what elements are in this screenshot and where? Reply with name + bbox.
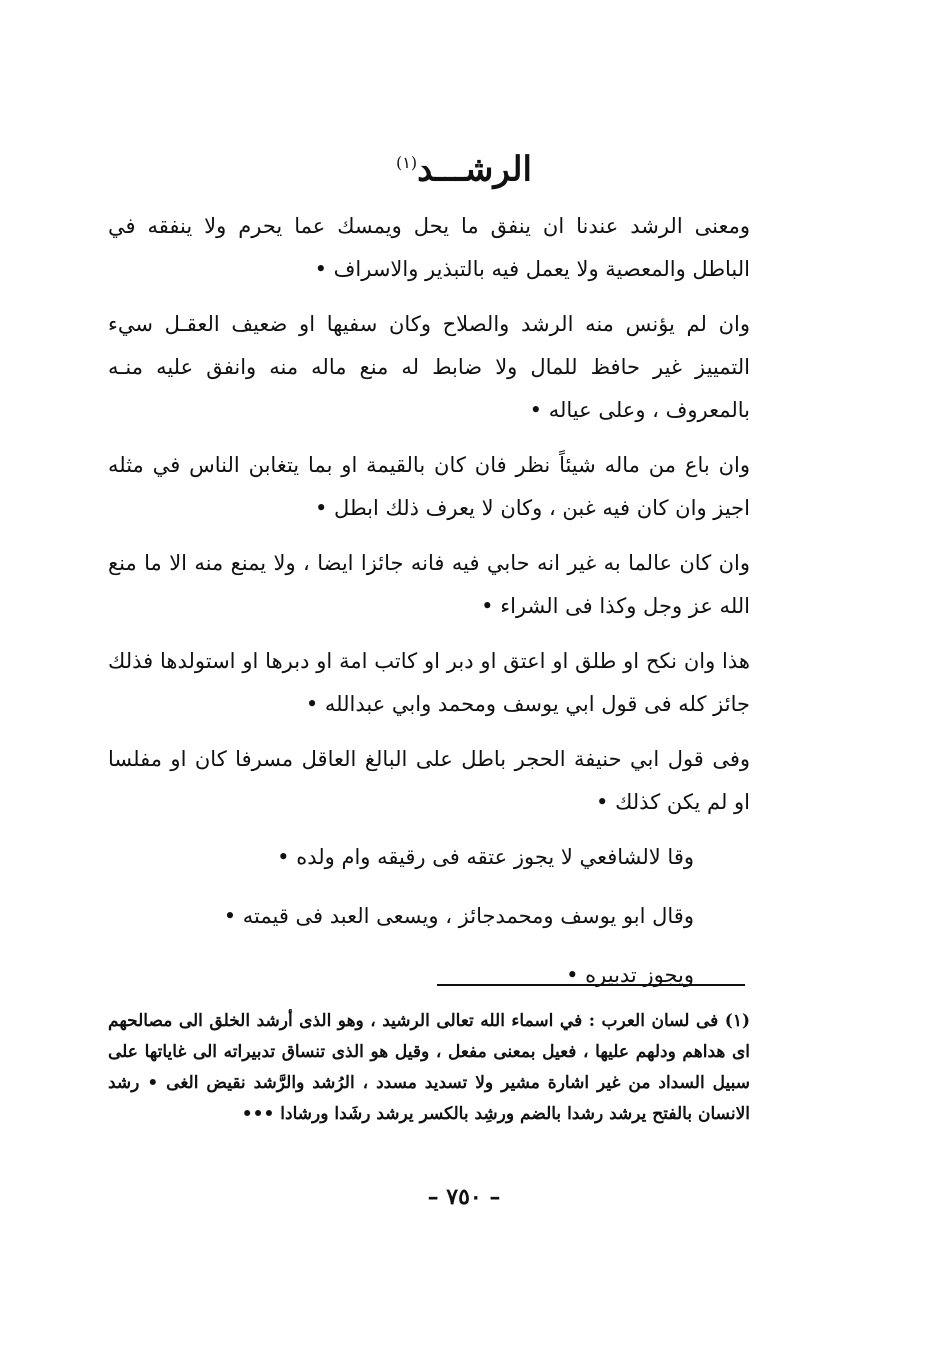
- footnote-marker: (١): [396, 153, 418, 172]
- short-line: وقال ابو يوسف ومحمدجائز ، ويسعى العبد فى قيمته •: [223, 904, 694, 928]
- body-text: [108, 205, 750, 1013]
- page-title: [0, 140, 928, 192]
- footnote-divider: [437, 984, 745, 986]
- short-line: ويجوز تدبيره •: [566, 963, 694, 987]
- title-text: الرشـــد: [417, 149, 532, 190]
- paragraph: ومعنى الرشد عندنا ان ينفق ما يحل ويمسك عما يحرم ولا ينفقه في الباطل والمعصية ولا يعمل فيه بالتبذير والاسراف •: [108, 214, 750, 281]
- footnote: (١) فى لسان العرب : في اسماء الله تعالى الرشيد ، وهو الذى أرشد الخلق الى مصالحهم اى هداهم ودلهم عليها ، فعيل بمعنى مفعل ، وقيل هو الذى تنساق تدبيراته الى غاياتها على سبيل السداد من غير اشارة مشير ولا تسديد مسدد ، الرُشد والرَّشد نقيض الغى • رشد الانسان بالفتح يرشد رشدا بالضم ورشِد بالكسر يرشد رشَدا ورشادا •••: [108, 1011, 750, 1124]
- page-number: – ٧٥٠ –: [427, 1184, 501, 1210]
- paragraph: هذا وان نكح او طلق او اعتق او دبر او كاتب امة او دبرها او استولدها فذلك جائز كله فى قول ابي يوسف ومحمد وابي عبدالله •: [108, 649, 750, 716]
- paragraph: وفى قول ابي حنيفة الحجر باطل على البالغ العاقل مسرفا كان او مفلسا او لم يكن كذلك •: [108, 747, 750, 814]
- paragraph: وان لم يؤنس منه الرشد والصلاح وكان سفيها او ضعيف العقـل سيء التمييز غير حافظ للمال ولا ضابط له منع ماله منه وانفق عليه منـه بالمعروف ، وعلى عياله •: [108, 312, 750, 422]
- short-line: وقا لالشافعي لا يجوز عتقه فى رقيقه وام ولده •: [277, 845, 694, 869]
- paragraph: وان باع من ماله شيئاً نظر فان كان بالقيمة او بما يتغابن الناس في مثله اجيز وان كان فيه غبن ، وكان لا يعرف ذلك ابطل •: [108, 453, 750, 520]
- paragraph: وان كان عالما به غير انه حابي فيه فانه جائزا ايضا ، ولا يمنع منه الا ما منع الله عز وجل وكذا فى الشراء •: [108, 551, 750, 618]
